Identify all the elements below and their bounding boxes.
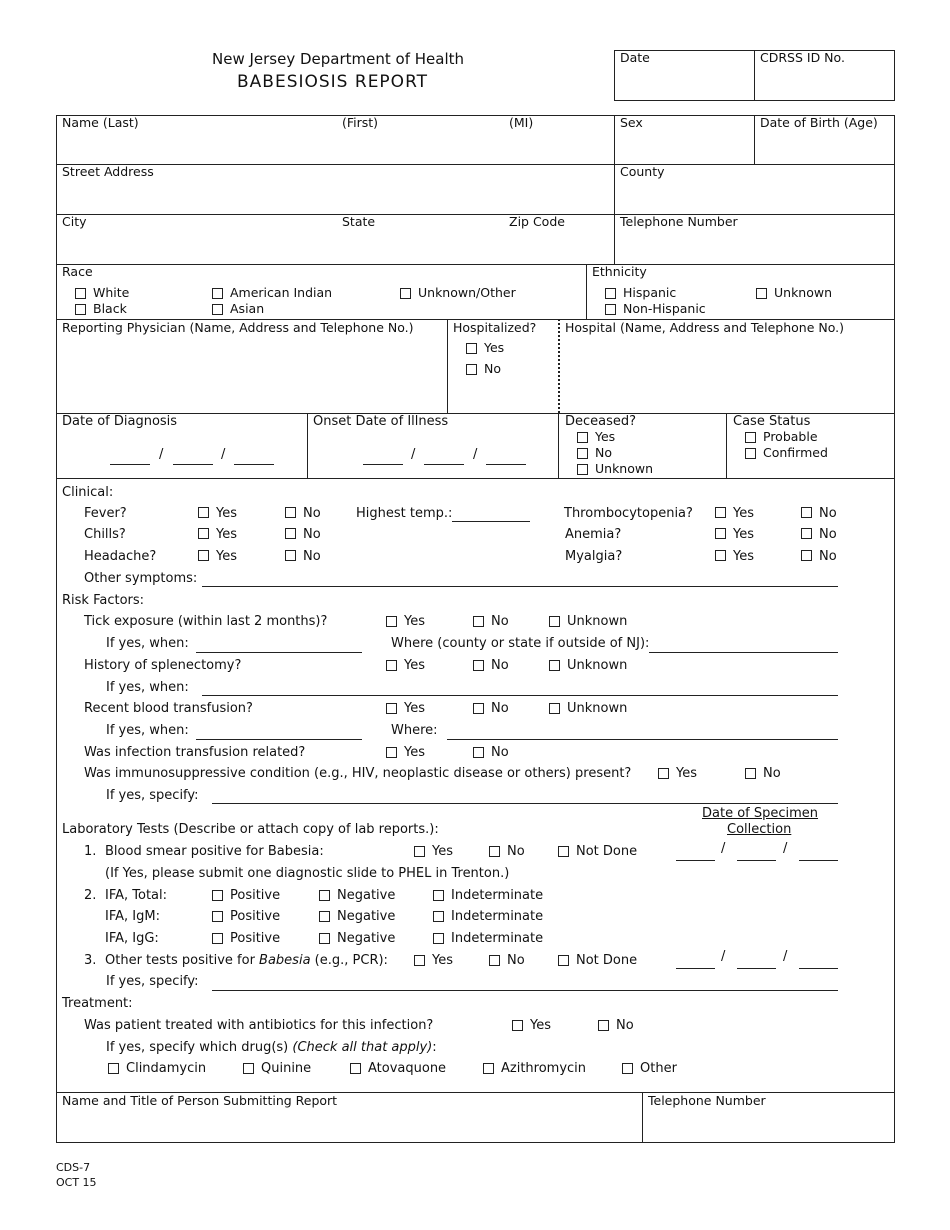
slash: / <box>411 447 416 462</box>
transfusion-when-label: If yes, when: <box>106 723 189 738</box>
fever-yes-label: Yes <box>216 506 237 521</box>
transfusion-related-yes-checkbox[interactable] <box>386 747 397 758</box>
transfusion-where-label: Where: <box>391 723 438 738</box>
thrombocytopenia-yes-label: Yes <box>733 506 754 521</box>
deceased-unknown-checkbox[interactable] <box>577 464 588 475</box>
chills-yes-label: Yes <box>216 527 237 542</box>
other-tests-label: Other tests positive for Babesia (e.g., PCR): <box>105 953 388 968</box>
ifa-igg-negative-checkbox[interactable] <box>319 933 330 944</box>
antibiotics-no-label: No <box>616 1018 634 1033</box>
ifa-igg-indeterminate-checkbox[interactable] <box>433 933 444 944</box>
onset-day-field[interactable] <box>424 464 464 465</box>
lab-item1-number: 1. <box>84 844 97 859</box>
hospital-label[interactable]: Hospital (Name, Address and Telephone No.) <box>565 320 845 335</box>
myalgia-no-checkbox[interactable] <box>801 550 812 561</box>
onset-year-field[interactable] <box>486 464 526 465</box>
form-id: CDS-7 <box>56 1161 91 1174</box>
anemia-yes-label: Yes <box>733 527 754 542</box>
ethnicity-unknown-checkbox[interactable] <box>756 288 767 299</box>
name-mi-label[interactable]: (MI) <box>509 115 534 130</box>
antibiotics-yes-label: Yes <box>530 1018 551 1033</box>
blood-smear-notdone-checkbox[interactable] <box>558 846 569 857</box>
deceased-label: Deceased? <box>565 414 637 429</box>
city-label[interactable]: City <box>62 214 87 229</box>
headache-no-label: No <box>303 549 321 564</box>
antibiotics-no-checkbox[interactable] <box>598 1020 609 1031</box>
race-asian-checkbox[interactable] <box>212 304 223 315</box>
drug-other-label: Other <box>640 1061 677 1076</box>
drug-clindamycin-checkbox[interactable] <box>108 1063 119 1074</box>
immuno-no-label: No <box>763 766 781 781</box>
deceased-no-label: No <box>595 445 612 460</box>
race-label: Race <box>62 264 93 279</box>
thrombocytopenia-no-checkbox[interactable] <box>801 507 812 518</box>
slash: / <box>473 447 478 462</box>
transfusion-related-label: Was infection transfusion related? <box>84 745 306 760</box>
highest-temp-label: Highest temp.: <box>356 506 453 521</box>
ethnicity-hispanic-checkbox[interactable] <box>605 288 616 299</box>
transfusion-related-yes-label: Yes <box>404 745 425 760</box>
other-symptoms-field[interactable] <box>202 586 838 587</box>
thrombocytopenia-yes-checkbox[interactable] <box>715 507 726 518</box>
clinical-heading: Clinical: <box>62 485 114 500</box>
lab-item3-number: 3. <box>84 953 97 968</box>
ifa-igm-label: IFA, IgM: <box>105 909 160 924</box>
headache-label: Headache? <box>84 549 157 564</box>
submitter-phone-label[interactable]: Telephone Number <box>648 1093 766 1108</box>
transfusion-related-no-label: No <box>491 745 509 760</box>
ifa-igm-negative-checkbox[interactable] <box>319 911 330 922</box>
lab-item2-number: 2. <box>84 888 97 903</box>
case-status-label: Case Status <box>733 414 811 429</box>
chills-no-checkbox[interactable] <box>285 528 296 539</box>
tick-unknown-label: Unknown <box>567 614 628 629</box>
diagnosis-year-field[interactable] <box>234 464 274 465</box>
splenectomy-yes-checkbox[interactable] <box>386 660 397 671</box>
treatment-heading: Treatment: <box>62 996 133 1011</box>
fever-no-checkbox[interactable] <box>285 507 296 518</box>
submitter-label[interactable]: Name and Title of Person Submitting Report <box>62 1093 338 1108</box>
slash: / <box>221 447 226 462</box>
ifa-igm-negative-label: Negative <box>337 909 396 924</box>
street-label[interactable]: Street Address <box>62 164 154 179</box>
diagnosis-date-label: Date of Diagnosis <box>62 414 178 429</box>
ifa-igm-positive-label: Positive <box>230 909 281 924</box>
highest-temp-field[interactable] <box>452 521 530 522</box>
dob-label[interactable]: Date of Birth (Age) <box>760 115 878 130</box>
smear-year-field[interactable] <box>799 860 838 861</box>
race-black-checkbox[interactable] <box>75 304 86 315</box>
deceased-unknown-label: Unknown <box>595 461 654 476</box>
hospitalized-no-label: No <box>484 361 501 376</box>
ifa-igg-indeterminate-label: Indeterminate <box>451 931 544 946</box>
cdrss-label: CDRSS ID No. <box>760 50 845 65</box>
myalgia-label: Myalgia? <box>565 549 623 564</box>
splenectomy-yes-label: Yes <box>404 658 425 673</box>
ifa-total-indeterminate-checkbox[interactable] <box>433 890 444 901</box>
headache-no-checkbox[interactable] <box>285 550 296 561</box>
agency-name: New Jersey Department of Health <box>212 50 465 68</box>
phone-label[interactable]: Telephone Number <box>620 214 738 229</box>
headache-yes-label: Yes <box>216 549 237 564</box>
slash: / <box>783 841 788 856</box>
transfusion-where-field[interactable] <box>447 739 838 740</box>
ifa-igm-indeterminate-checkbox[interactable] <box>433 911 444 922</box>
tick-when-label: If yes, when: <box>106 636 189 651</box>
other-tests-specify-label: If yes, specify: <box>106 974 199 989</box>
fever-yes-checkbox[interactable] <box>198 507 209 518</box>
splenectomy-no-checkbox[interactable] <box>473 660 484 671</box>
ethnicity-nonhispanic-label: Non-Hispanic <box>623 301 706 316</box>
diagnosis-month-field[interactable] <box>110 464 150 465</box>
race-black-label: Black <box>93 301 127 316</box>
ethnicity-hispanic-label: Hispanic <box>623 285 677 300</box>
other-tests-notdone-checkbox[interactable] <box>558 955 569 966</box>
drug-clindamycin-label: Clindamycin <box>126 1061 207 1076</box>
splenectomy-no-label: No <box>491 658 509 673</box>
blood-smear-yes-label: Yes <box>432 844 453 859</box>
other-tests-month-field[interactable] <box>676 968 715 969</box>
case-probable-checkbox[interactable] <box>745 432 756 443</box>
deceased-yes-checkbox[interactable] <box>577 432 588 443</box>
other-tests-yes-label: Yes <box>432 953 453 968</box>
ifa-igg-label: IFA, IgG: <box>105 931 159 946</box>
ethnicity-nonhispanic-checkbox[interactable] <box>605 304 616 315</box>
ifa-igm-indeterminate-label: Indeterminate <box>451 909 544 924</box>
state-label[interactable]: State <box>342 214 376 229</box>
ethnicity-label: Ethnicity <box>592 264 647 279</box>
transfusion-no-checkbox[interactable] <box>473 703 484 714</box>
blood-smear-note: (If Yes, please submit one diagnostic slide to PHEL in Trenton.) <box>105 866 510 881</box>
tick-exposure-label: Tick exposure (within last 2 months)? <box>84 614 328 629</box>
anemia-yes-checkbox[interactable] <box>715 528 726 539</box>
form-date: OCT 15 <box>56 1176 97 1189</box>
name-last-label[interactable]: Name (Last) <box>62 115 139 130</box>
ifa-total-indeterminate-label: Indeterminate <box>451 888 544 903</box>
deceased-yes-label: Yes <box>595 429 616 444</box>
race-american-indian-label: American Indian <box>230 285 333 300</box>
name-first-label[interactable]: (First) <box>342 115 379 130</box>
hospitalized-no-checkbox[interactable] <box>466 364 477 375</box>
blood-smear-no-checkbox[interactable] <box>489 846 500 857</box>
other-symptoms-label: Other symptoms: <box>84 571 198 586</box>
tick-yes-label: Yes <box>404 614 425 629</box>
specimen-date-heading-1: Date of Specimen <box>702 806 819 821</box>
immuno-yes-checkbox[interactable] <box>658 768 669 779</box>
slash: / <box>783 949 788 964</box>
ifa-total-positive-checkbox[interactable] <box>212 890 223 901</box>
other-tests-no-checkbox[interactable] <box>489 955 500 966</box>
other-tests-notdone-label: Not Done <box>576 953 638 968</box>
tick-where-field[interactable] <box>649 652 838 653</box>
onset-month-field[interactable] <box>363 464 403 465</box>
race-american-indian-checkbox[interactable] <box>212 288 223 299</box>
myalgia-no-label: No <box>819 549 837 564</box>
immuno-specify-label: If yes, specify: <box>106 788 199 803</box>
chills-yes-checkbox[interactable] <box>198 528 209 539</box>
tick-no-label: No <box>491 614 509 629</box>
transfusion-label: Recent blood transfusion? <box>84 701 253 716</box>
diagnosis-day-field[interactable] <box>173 464 213 465</box>
fever-label: Fever? <box>84 506 127 521</box>
sex-label[interactable]: Sex <box>620 115 643 130</box>
other-tests-no-label: No <box>507 953 525 968</box>
headache-yes-checkbox[interactable] <box>198 550 209 561</box>
race-unknown-checkbox[interactable] <box>400 288 411 299</box>
tick-where-label: Where (county or state if outside of NJ): <box>391 636 650 651</box>
drug-quinine-label: Quinine <box>261 1061 312 1076</box>
drug-azithromycin-label: Azithromycin <box>501 1061 587 1076</box>
other-tests-day-field[interactable] <box>737 968 776 969</box>
onset-date-label: Onset Date of Illness <box>313 414 449 429</box>
immuno-yes-label: Yes <box>676 766 697 781</box>
transfusion-related-no-checkbox[interactable] <box>473 747 484 758</box>
blood-smear-no-label: No <box>507 844 525 859</box>
splenectomy-label: History of splenectomy? <box>84 658 242 673</box>
anemia-no-checkbox[interactable] <box>801 528 812 539</box>
splenectomy-when-field[interactable] <box>202 695 838 696</box>
ifa-total-positive-label: Positive <box>230 888 281 903</box>
other-tests-specify-field[interactable] <box>212 990 838 991</box>
date-label: Date <box>620 50 650 65</box>
smear-day-field[interactable] <box>737 860 776 861</box>
race-asian-label: Asian <box>230 301 265 316</box>
physician-label[interactable]: Reporting Physician (Name, Address and Telephone No.) <box>62 320 414 335</box>
antibiotics-yes-checkbox[interactable] <box>512 1020 523 1031</box>
slash: / <box>159 447 164 462</box>
drug-other-checkbox[interactable] <box>622 1063 633 1074</box>
transfusion-when-field[interactable] <box>196 739 362 740</box>
drug-quinine-checkbox[interactable] <box>243 1063 254 1074</box>
hospitalized-yes-checkbox[interactable] <box>466 343 477 354</box>
transfusion-unknown-checkbox[interactable] <box>549 703 560 714</box>
ifa-igg-negative-label: Negative <box>337 931 396 946</box>
blood-smear-yes-checkbox[interactable] <box>414 846 425 857</box>
ifa-igm-positive-checkbox[interactable] <box>212 911 223 922</box>
race-unknown-label: Unknown/Other <box>418 285 516 300</box>
transfusion-unknown-label: Unknown <box>567 701 628 716</box>
ifa-total-negative-checkbox[interactable] <box>319 890 330 901</box>
county-label[interactable]: County <box>620 164 665 179</box>
ifa-total-label: IFA, Total: <box>105 888 168 903</box>
thrombocytopenia-no-label: No <box>819 506 837 521</box>
transfusion-yes-label: Yes <box>404 701 425 716</box>
drug-atovaquone-checkbox[interactable] <box>350 1063 361 1074</box>
slash: / <box>721 841 726 856</box>
splenectomy-unknown-label: Unknown <box>567 658 628 673</box>
drug-azithromycin-checkbox[interactable] <box>483 1063 494 1074</box>
ethnicity-unknown-label: Unknown <box>774 285 833 300</box>
slash: / <box>721 949 726 964</box>
deceased-no-checkbox[interactable] <box>577 448 588 459</box>
race-white-label: White <box>93 285 130 300</box>
risk-heading: Risk Factors: <box>62 593 145 608</box>
fever-no-label: No <box>303 506 321 521</box>
anemia-label: Anemia? <box>565 527 622 542</box>
thrombocytopenia-label: Thrombocytopenia? <box>564 506 693 521</box>
form-title: BABESIOSIS REPORT <box>237 72 429 92</box>
immuno-no-checkbox[interactable] <box>745 768 756 779</box>
other-tests-yes-checkbox[interactable] <box>414 955 425 966</box>
blood-smear-notdone-label: Not Done <box>576 844 638 859</box>
splenectomy-when-label: If yes, when: <box>106 680 189 695</box>
ifa-igg-positive-checkbox[interactable] <box>212 933 223 944</box>
lab-heading: Laboratory Tests (Describe or attach copy of lab reports.): <box>62 822 439 837</box>
ifa-total-negative-label: Negative <box>337 888 396 903</box>
hospitalized-yes-label: Yes <box>484 340 505 355</box>
antibiotics-question: Was patient treated with antibiotics for this infection? <box>84 1018 434 1033</box>
myalgia-yes-label: Yes <box>733 549 754 564</box>
tick-yes-checkbox[interactable] <box>386 616 397 627</box>
immuno-label: Was immunosuppressive condition (e.g., HIV, neoplastic disease or others) present? <box>84 766 632 781</box>
blood-smear-label: Blood smear positive for Babesia: <box>105 844 324 859</box>
smear-month-field[interactable] <box>676 860 715 861</box>
other-tests-year-field[interactable] <box>799 968 838 969</box>
ifa-igg-positive-label: Positive <box>230 931 281 946</box>
tick-when-field[interactable] <box>196 652 362 653</box>
case-confirmed-label: Confirmed <box>763 445 828 460</box>
zip-label[interactable]: Zip Code <box>509 214 565 229</box>
drug-specify-label: If yes, specify which drug(s) (Check all that apply): <box>106 1040 437 1055</box>
tick-unknown-checkbox[interactable] <box>549 616 560 627</box>
specimen-date-heading-2: Collection <box>727 822 792 837</box>
drug-atovaquone-label: Atovaquone <box>368 1061 447 1076</box>
transfusion-no-label: No <box>491 701 509 716</box>
splenectomy-unknown-checkbox[interactable] <box>549 660 560 671</box>
chills-label: Chills? <box>84 527 126 542</box>
race-white-checkbox[interactable] <box>75 288 86 299</box>
hospitalized-label: Hospitalized? <box>453 320 537 335</box>
case-probable-label: Probable <box>763 429 818 444</box>
myalgia-yes-checkbox[interactable] <box>715 550 726 561</box>
tick-no-checkbox[interactable] <box>473 616 484 627</box>
transfusion-yes-checkbox[interactable] <box>386 703 397 714</box>
case-confirmed-checkbox[interactable] <box>745 448 756 459</box>
immuno-specify-field[interactable] <box>212 803 838 804</box>
anemia-no-label: No <box>819 527 837 542</box>
chills-no-label: No <box>303 527 321 542</box>
